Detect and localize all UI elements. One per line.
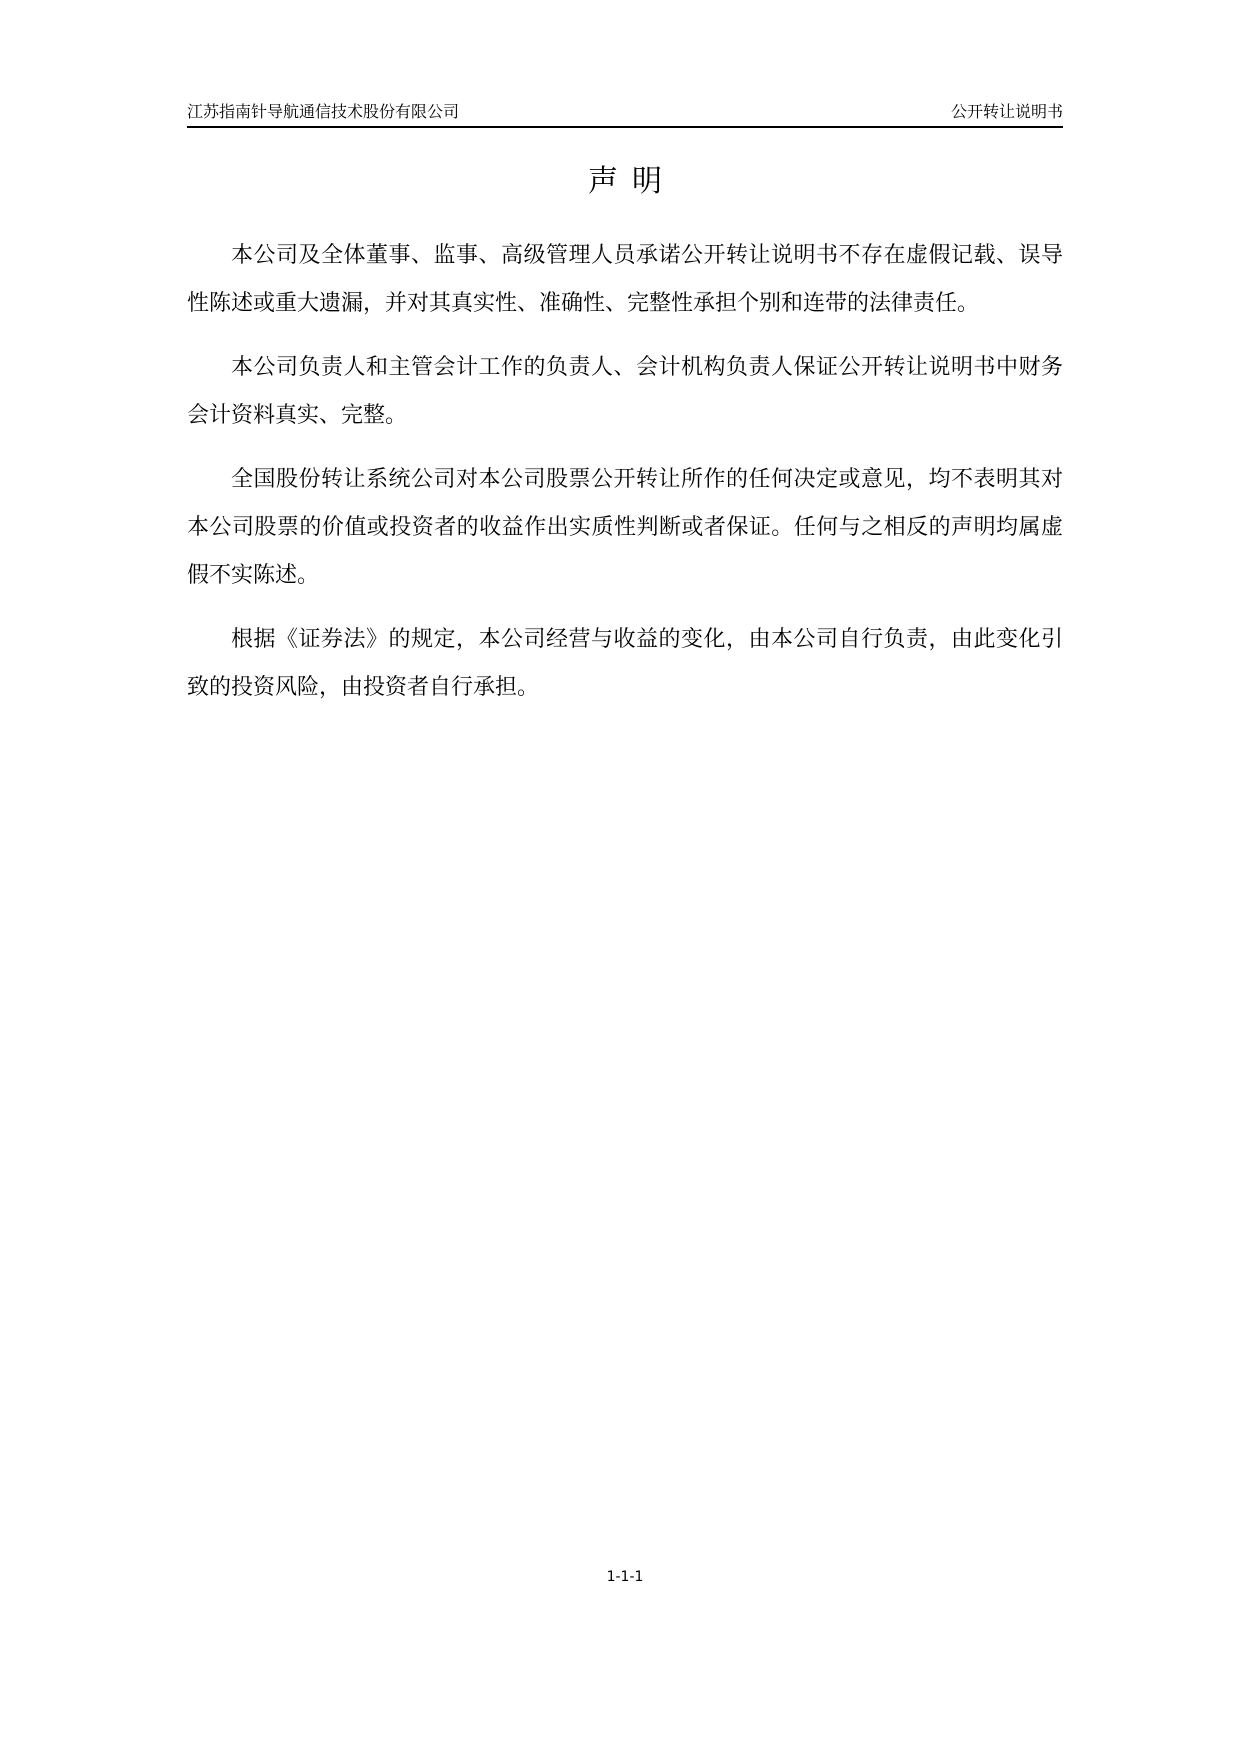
paragraph-2: 本公司负责人和主管会计工作的负责人、会计机构负责人保证公开转让说明书中财务会计资料真实、完整。 [187, 355, 1063, 428]
paragraph-3: 全国股份转让系统公司对本公司股票公开转让所作的任何决定或意见，均不表明其对本公司股票的价值或投资者的收益作出实质性判断或者保证。任何与之相反的声明均属虚假不实陈述。 [187, 467, 1063, 588]
header-company-name: 江苏指南针导航通信技术股份有限公司 [187, 102, 460, 121]
paragraph-1: 本公司及全体董事、监事、高级管理人员承诺公开转让说明书不存在虚假记载、误导性陈述或重大遗漏，并对其真实性、准确性、完整性承担个别和连带的法律责任。 [187, 243, 1063, 316]
declaration-body [187, 232, 1063, 728]
paragraph-4: 根据《证券法》的规定，本公司经营与收益的变化，由本公司自行负责，由此变化引致的投资风险，由投资者自行承担。 [187, 627, 1063, 700]
page-header [187, 96, 1063, 128]
page-number: 1-1-1 [606, 1569, 644, 1585]
header-document-name: 公开转让说明书 [950, 102, 1063, 121]
page-title: 声明 [588, 164, 676, 199]
